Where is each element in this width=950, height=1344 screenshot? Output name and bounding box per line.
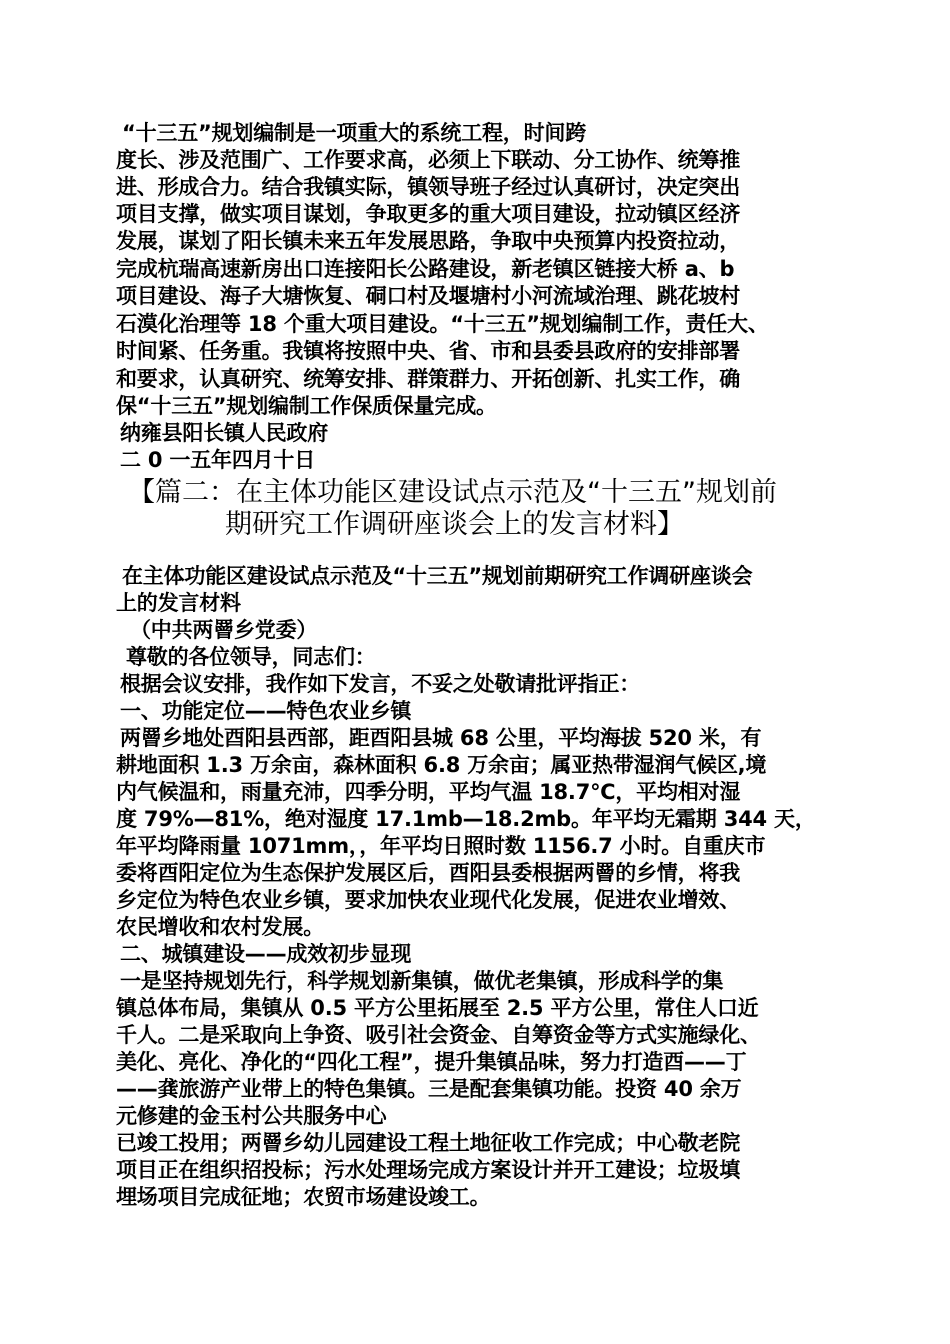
paragraph-line: 和要求，认真研究、统筹安排、群策群力、开拓创新、扎实工作，确 <box>116 367 740 391</box>
paragraph-line: 项目建设、海子大塘恢复、硐口村及堰塘村小河流域治理、跳花坡村 <box>116 284 740 308</box>
paragraph-line: 时间紧、任务重。我镇将按照中央、省、市和县委县政府的安排部署 <box>116 339 740 363</box>
paragraph-line: 镇总体布局，集镇从 0.5 平方公里拓展至 2.5 平方公里，常住人口近 <box>116 996 759 1020</box>
paragraph-line: 两罾乡地处酉阳县西部，距酉阳县城 68 公里，平均海拔 520 米，有 <box>120 726 762 750</box>
paragraph-line: 发展，谋划了阳长镇未来五年发展思路，争取中央预算内投资拉动， <box>116 229 740 253</box>
paragraph-line: 项目支撑，做实项目谋划，争取更多的重大项目建设，拉动镇区经济 <box>116 202 740 226</box>
paragraph-line: 度 79%—81%，绝对湿度 17.1mb—18.2mb。年平均无霜期 344 天， <box>116 807 816 831</box>
paragraph-line: 度长、涉及范围广、工作要求高，必须上下联动、分工协作、统筹推 <box>116 148 740 172</box>
salutation-line: 尊敬的各位领导，同志们： <box>126 645 376 669</box>
paragraph-line: 项目正在组织招投标；污水处理场完成方案设计并开工建设；垃圾填 <box>116 1158 740 1182</box>
paragraph-line: 千人。二是采取向上争资、吸引社会资金、自筹资金等方式实施绿化、 <box>116 1023 761 1047</box>
paragraph-line: 乡定位为特色农业乡镇，要求加快农业现代化发展，促进农业增效、 <box>116 888 740 912</box>
paragraph-line: 元修建的金玉村公共服务中心 <box>116 1104 387 1128</box>
paragraph-line: 年平均降雨量 1071mm，，年平均日照时数 1156.7 小时。自重庆市 <box>116 834 766 858</box>
paragraph-line: 埋场项目完成征地；农贸市场建设竣工。 <box>116 1185 491 1209</box>
paragraph-line: “十三五”规划编制是一项重大的系统工程，时间跨 <box>122 121 587 145</box>
paragraph-line: 石漠化治理等 18 个重大项目建设。“十三五”规划编制工作，责任大、 <box>116 312 769 336</box>
section-heading-line-1: 【篇二：在主体功能区建设试点示范及“十三五”规划前 <box>128 477 777 508</box>
paragraph-line: 根据会议安排，我作如下发言，不妥之处敬请批评指正： <box>120 672 640 696</box>
paragraph-line: 保“十三五”规划编制工作保质保量完成。 <box>116 394 497 418</box>
paragraph-line: 一是坚持规划先行，科学规划新集镇，做优老集镇，形成科学的集 <box>120 969 724 993</box>
paragraph-line: 内气候温和，雨量充沛，四季分明，平均气温 18.7℃，平均相对湿 <box>116 780 741 804</box>
document-date: 二 0 一五年四月十日 <box>120 448 316 472</box>
author-line: （中共两罾乡党委） <box>130 618 318 642</box>
paragraph-line: 已竣工投用；两罾乡幼儿园建设工程土地征收工作完成；中心敬老院 <box>116 1131 740 1155</box>
paragraph-line: 耕地面积 1.3 万余亩，森林面积 6.8 万余亩；属亚热带湿润气候区,境 <box>116 753 767 777</box>
paragraph-line: 进、形成合力。结合我镇实际，镇领导班子经过认真研讨，决定突出 <box>116 175 740 199</box>
paragraph-line: 美化、亮化、净化的“四化工程”，提升集镇品味，努力打造酉——丁 <box>116 1050 747 1074</box>
paragraph-line: 上的发言材料 <box>116 591 241 615</box>
section-heading-line-2: 期研究工作调研座谈会上的发言材料】 <box>225 509 684 540</box>
paragraph-line: ——龚旅游产业带上的特色集镇。三是配套集镇功能。投资 40 余万 <box>116 1077 742 1101</box>
paragraph-line: 农民增收和农村发展。 <box>116 915 324 939</box>
paragraph-line: 在主体功能区建设试点示范及“十三五”规划前期研究工作调研座谈会 <box>122 564 753 588</box>
organization-name: 纳雍县阳长镇人民政府 <box>120 421 328 445</box>
subsection-title: 二、城镇建设——成效初步显现 <box>120 942 412 966</box>
subsection-title: 一、功能定位——特色农业乡镇 <box>120 699 412 723</box>
paragraph-line: 完成杭瑞高速新房出口连接阳长公路建设，新老镇区链接大桥 a、b <box>116 257 735 281</box>
paragraph-line: 委将酉阳定位为生态保护发展区后，酉阳县委根据两罾的乡情，将我 <box>116 861 740 885</box>
